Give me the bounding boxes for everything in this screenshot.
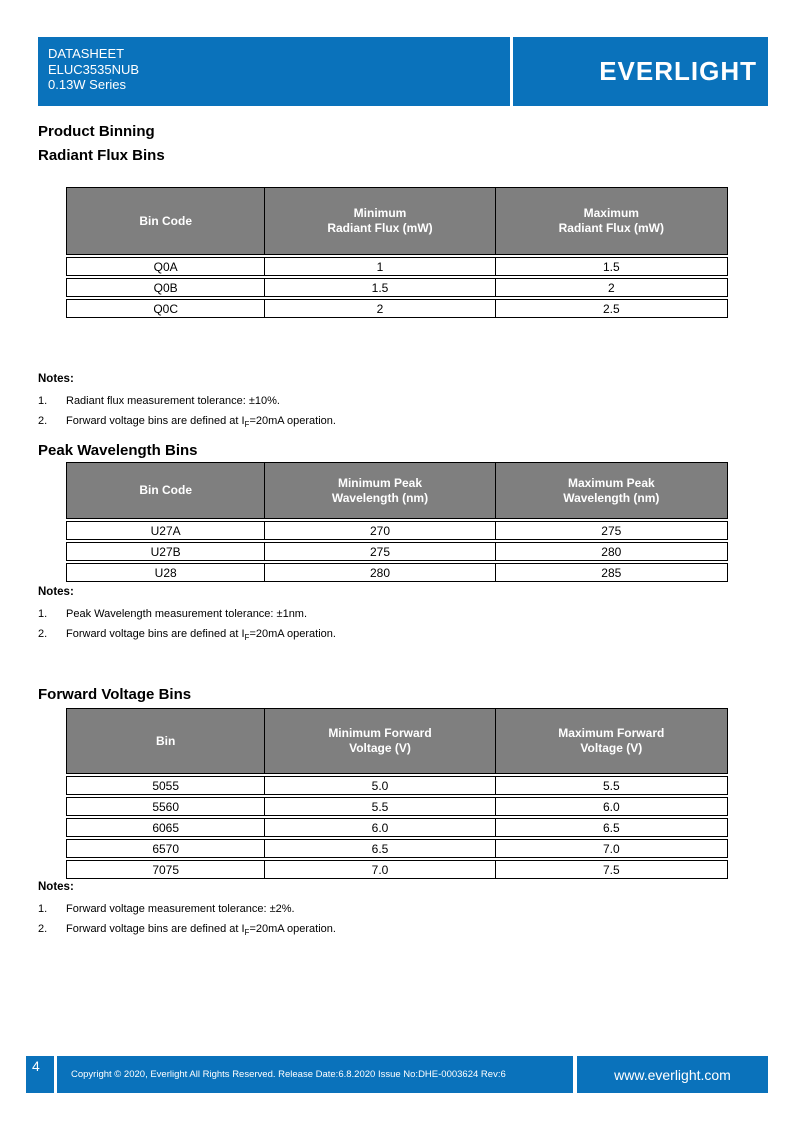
page-header: [38, 37, 768, 106]
section-heading-radiant-flux: Radiant Flux Bins: [38, 147, 165, 164]
table-row: [66, 278, 728, 297]
table-cell: 7075: [152, 862, 180, 877]
page-number: 4: [26, 1056, 54, 1093]
table-cell: 275: [495, 522, 727, 539]
column-header: Bin: [155, 733, 176, 748]
table-cell: 5560: [152, 799, 180, 814]
forward-voltage-table: [66, 708, 728, 879]
table-cell: Q0B: [153, 280, 178, 295]
note-item: 2. Forward voltage bins are defined at $I_F=20mA$ operation.: [38, 628, 336, 643]
table-cell: 270: [264, 522, 494, 539]
note-item: 1. Forward voltage measurement tolerance: ±2%.: [38, 903, 295, 915]
column-header: Bin Code: [139, 213, 192, 228]
everlight-logo: EVERLIGHT: [599, 56, 757, 86]
radiant-flux-table: [66, 187, 728, 318]
table-row: [66, 257, 728, 276]
table-cell: 2: [264, 300, 494, 317]
table-row: [66, 563, 728, 582]
column-header: Minimum Forward Voltage (V): [264, 709, 494, 773]
section-heading-peak-wavelength: Peak Wavelength Bins: [38, 442, 198, 459]
table-cell: 6.5: [495, 819, 727, 836]
table-row: [66, 299, 728, 318]
note-item: 1. Peak Wavelength measurement tolerance: ±1nm.: [38, 608, 308, 620]
table-header-row: [66, 708, 728, 774]
table-cell: 6570: [152, 841, 180, 856]
table-cell: U27B: [150, 544, 181, 559]
column-header: Bin Code: [139, 483, 192, 497]
table-header-row: [66, 187, 728, 255]
table-cell: 5.5: [495, 777, 727, 794]
header-logo-panel: [513, 37, 768, 106]
note-item: 1. Radiant flux measurement tolerance: ±10%.: [38, 395, 280, 407]
table-row: [66, 860, 728, 879]
notes-block: [38, 586, 336, 646]
table-cell: 7.5: [495, 861, 727, 878]
table-row: [66, 797, 728, 816]
table-header-row: [66, 462, 728, 519]
table-row: [66, 818, 728, 837]
copyright-text: Copyright © 2020, Everlight All Rights Reserved. Release Date:6.8.2020 Issue No:DHE-0003624 Rev:6: [57, 1056, 573, 1093]
note-item: 2. Forward voltage bins are defined at $I_F=20mA$ operation.: [38, 415, 336, 430]
table-cell: 6.5: [264, 840, 494, 857]
note-item: 2. Forward voltage bins are defined at $I_F=20mA$ operation.: [38, 923, 336, 938]
series-label: 0.13W Series: [48, 77, 127, 92]
notes-label: Notes:: [38, 586, 74, 598]
table-cell: 275: [264, 543, 494, 560]
header-info-panel: [38, 37, 510, 106]
table-row: [66, 542, 728, 561]
website-link[interactable]: www.everlight.com: [577, 1056, 768, 1093]
table-cell: 5.0: [264, 777, 494, 794]
column-header: Maximum Peak Wavelength (nm): [495, 463, 727, 518]
column-header: Minimum Radiant Flux (mW): [264, 188, 494, 254]
table-cell: 6.0: [264, 819, 494, 836]
table-cell: 1.5: [264, 279, 494, 296]
section-heading-forward-voltage: Forward Voltage Bins: [38, 686, 192, 703]
table-cell: 7.0: [495, 840, 727, 857]
table-cell: 2: [495, 279, 727, 296]
table-cell: 285: [495, 564, 727, 581]
doc-type-label: DATASHEET: [48, 46, 125, 61]
table-cell: 5055: [152, 778, 180, 793]
table-cell: 280: [495, 543, 727, 560]
table-cell: 6.0: [495, 798, 727, 815]
table-cell: U28: [154, 565, 177, 580]
notes-block: [38, 373, 336, 433]
column-header: Maximum Radiant Flux (mW): [495, 188, 727, 254]
page-title: Product Binning: [38, 123, 155, 140]
notes-block: [38, 881, 336, 941]
notes-label: Notes:: [38, 881, 74, 893]
table-cell: 280: [264, 564, 494, 581]
table-cell: 2.5: [495, 300, 727, 317]
table-cell: Q0A: [153, 259, 178, 274]
table-cell: U27A: [150, 523, 181, 538]
column-header: Minimum Peak Wavelength (nm): [264, 463, 494, 518]
table-row: [66, 776, 728, 795]
table-cell: 5.5: [264, 798, 494, 815]
notes-label: Notes:: [38, 373, 74, 385]
page-footer: [26, 1056, 768, 1093]
part-number-label: ELUC3535NUB: [48, 61, 140, 77]
table-cell: Q0C: [153, 301, 178, 316]
table-row: [66, 521, 728, 540]
column-header: Maximum Forward Voltage (V): [495, 709, 727, 773]
table-cell: 7.0: [264, 861, 494, 878]
peak-wavelength-table: [66, 462, 728, 582]
table-row: [66, 839, 728, 858]
table-cell: 6065: [152, 820, 180, 835]
table-cell: 1: [264, 258, 494, 275]
table-cell: 1.5: [495, 258, 727, 275]
